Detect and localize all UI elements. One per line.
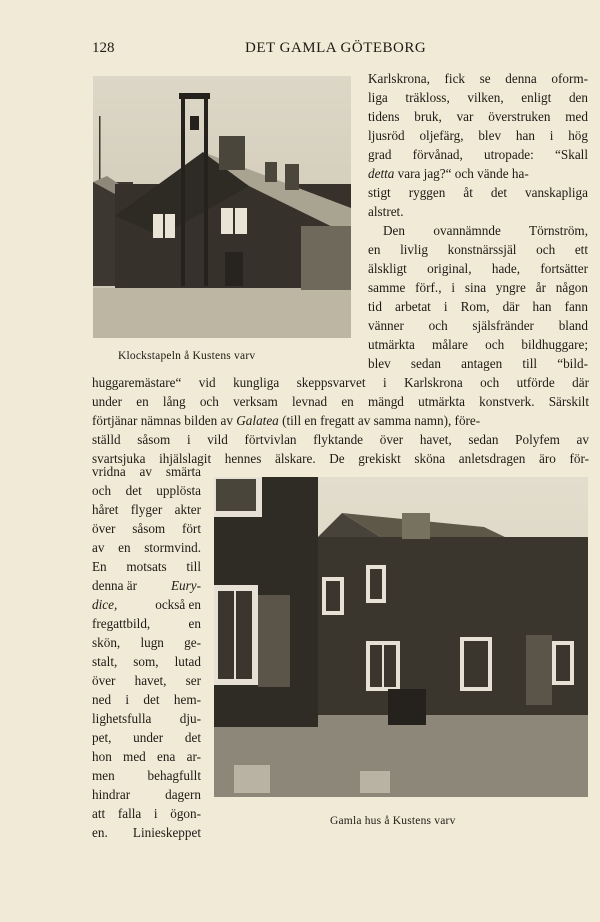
caption-old-houses: Gamla hus å Kustens varv <box>330 815 456 827</box>
text-line <box>92 577 201 595</box>
emphasis-text: Galatea <box>236 413 279 428</box>
text-line: stigt ryggen åt det vanskapliga <box>368 185 588 200</box>
text-line: och det upplösta <box>92 483 201 498</box>
photo-old-houses-image <box>214 477 588 797</box>
page-number: 128 <box>92 40 115 56</box>
text-fragment: förtjänar nämnas bilden av <box>92 413 237 428</box>
text-line: svartsjuka ihjälslagit hennes älskare. De grekiskt sköna anletsdragen äro för- <box>92 451 589 466</box>
text-line: samme förf., i sina yngre år någon <box>368 280 588 295</box>
text-line: En motsats till <box>92 559 201 574</box>
text-line: lighetsfulla dju- <box>92 711 201 726</box>
running-title: DET GAMLA GÖTEBORG <box>245 40 427 56</box>
text-line: utmärkta målare och bildhuggare; <box>368 337 588 352</box>
text-line <box>368 165 588 183</box>
text-line: en livlig konstnärssjäl och ett <box>368 242 588 257</box>
text-line <box>92 596 201 614</box>
text-line: en. Linieskeppet <box>92 825 201 840</box>
text-line: att falla i ögon- <box>92 806 201 821</box>
text-line: liga träkloss, vilken, enligt den <box>368 90 588 105</box>
text-line: grad förvånad, utropade: “Skall <box>368 147 588 162</box>
text-line: hon med ena ar- <box>92 749 201 764</box>
text-line: blev sedan antagen till “bild- <box>368 356 588 371</box>
text-line: över såsom fört <box>92 521 201 536</box>
text-line: av en stormvind. <box>92 540 201 555</box>
text-line: vänner och själsfränder bland <box>368 318 588 333</box>
text-line: under en lång och verksam levnad en mängd utmärkta konstverk. Särskilt <box>92 394 589 409</box>
text-line: ned i det hem- <box>92 692 201 707</box>
text-line: tidens bruk, var överstruken med <box>368 109 588 124</box>
photo-old-houses <box>214 477 588 797</box>
caption-bell-tower: Klockstapeln å Kustens varv <box>118 350 256 362</box>
text-line: skön, lugn ge- <box>92 635 201 650</box>
text-fragment: vara jag?“ och vände ha- <box>394 166 529 181</box>
photo-bell-tower <box>93 76 351 338</box>
text-fragment: denna är <box>92 578 138 593</box>
text-fragment: också en <box>155 597 201 612</box>
text-line: tid arbetat i Rom, där han fann <box>368 299 588 314</box>
text-line: håret flyger akter <box>92 502 201 517</box>
text-line: ljusröd oljefärg, blev han i hög <box>368 128 588 143</box>
text-line: ställd såsom i vild förtvivlan flyktande över havet, sedan Polyfem av <box>92 432 589 447</box>
text-line: huggaremästare“ vid kungliga skeppsvarvet i Karlskrona och utförde där <box>92 375 589 390</box>
text-line <box>92 412 589 430</box>
text-line: alstret. <box>368 204 404 219</box>
text-fragment: (till en fregatt av samma namn), före- <box>278 413 481 428</box>
text-line: men behagfullt <box>92 768 201 783</box>
text-line: vridna av smärta <box>92 464 201 479</box>
emphasis-text: detta <box>368 166 395 181</box>
text-line: över havet, ser <box>92 673 201 688</box>
text-line: Den ovannämnde Törnström, <box>383 223 588 238</box>
text-line: fregattbild, en <box>92 616 201 631</box>
text-line: pet, under det <box>92 730 201 745</box>
text-line: stalt, som, lutad <box>92 654 201 669</box>
text-line: hindrar dagern <box>92 787 201 802</box>
photo-bell-tower-image <box>93 76 351 338</box>
text-line: Karlskrona, fick se denna oform- <box>368 71 588 86</box>
text-line: älskligt original, hade, fortsätter <box>368 261 588 276</box>
emphasis-text: dice, <box>92 597 118 612</box>
emphasis-text: Eury- <box>170 578 201 593</box>
